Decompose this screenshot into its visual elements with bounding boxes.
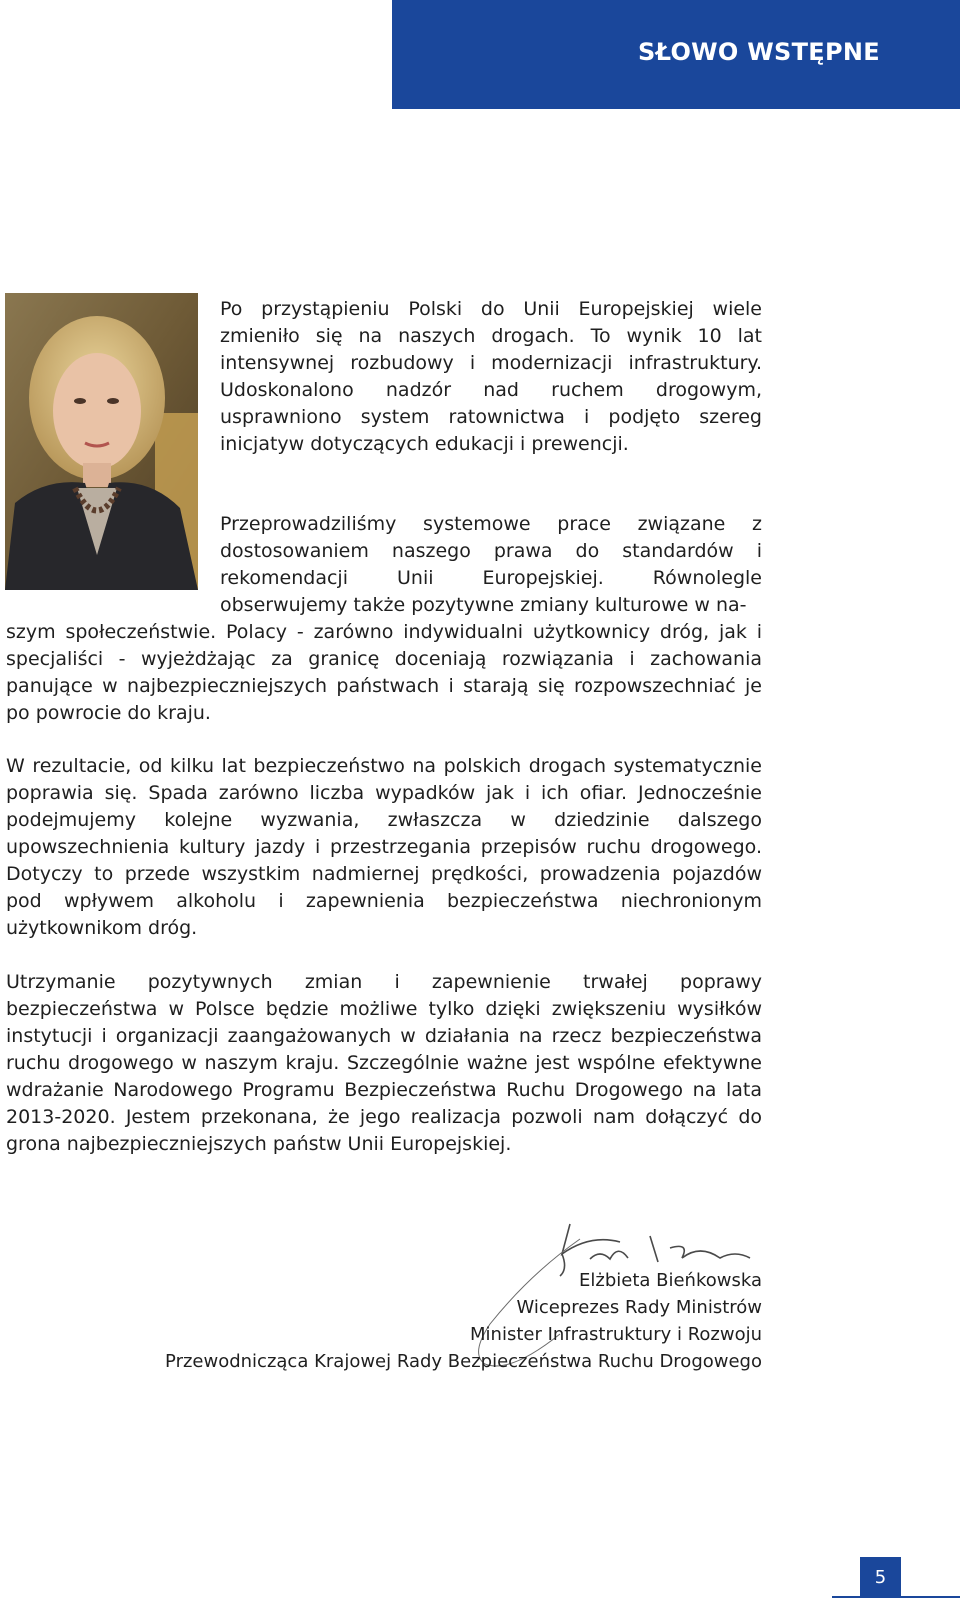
reform-paragraph-start: Przeprowadziliśmy systemowe prace związane z dostosowaniem naszego prawa do standardów i rekomendacji Unii Europejskiej. Równolegle obserwujemy także pozytywne zmiany kulturowe w na- xyxy=(220,513,762,616)
portrait-photo xyxy=(5,293,198,590)
signatory-role: Wiceprezes Rady Ministrów xyxy=(516,1297,762,1318)
signatory-role: Minister Infrastruktury i Rozwoju xyxy=(470,1324,762,1345)
page-number: 5 xyxy=(860,1557,901,1598)
page-title: SŁOWO WSTĘPNE xyxy=(638,38,880,66)
closing-paragraph: Utrzymanie pozytywnych zmian i zapewnienie trwałej poprawy bezpieczeństwa w Polsce będzie możliwe tylko dzięki zwiększeniu wysiłków instytucji i organizacji zaangażowanych w działania na rzecz bezpieczeństwa ruchu drogowego w naszym kraju. Szczególnie ważne jest wspólne efektywne wdrażanie Narodowego Programu Bezpieczeństwa Ruchu Drogowego na lata 2013-2020. Jestem przekonana, że jego realizacja pozwoli nam dołączyć do grona najbezpieczniejszych państw Unii Europejskiej. xyxy=(6,971,762,1155)
results-paragraph: W rezultacie, od kilku lat bezpieczeństwo na polskich drogach systematycznie poprawia się. Spada zarówno liczba wypadków jak i ich ofiar. Jednocześnie podejmujemy kolejne wyzwania, zwłaszcza w dziedzinie dalszego upowszechnienia kultury jazdy i przestrzegania przepisów ruchu drogowego. Dotyczy to przede wszystkim nadmiernej prędkości, prowadzenia pojazdów pod wpływem alkoholu i zapewnienia bezpieczeństwa niechronionym użytkownikom dróg. xyxy=(6,755,762,939)
intro-paragraph: Po przystąpieniu Polski do Unii Europejskiej wiele zmieniło się na naszych drogach. To wynik 10 lat intensywnej rozbudowy i modernizacji infrastruktury. Udoskonalono nadzór nad ruchem drogowym, usprawniono system ratownictwa i podjęto szereg inicjatyw dotyczących edukacji i prewencji. xyxy=(220,298,762,455)
signatory-role: Przewodnicząca Krajowej Rady Bezpieczeństwa Ruchu Drogowego xyxy=(165,1351,762,1372)
reform-paragraph-end: szym społeczeństwie. Polacy - zarówno indywidualni użytkownicy dróg, jak i specjaliści - wyjeżdżając za granicę doceniają rozwiązania i zachowania panujące w najbezpieczniejszych państwach i starają się rozpowszechniać je po powrocie do kraju. xyxy=(6,621,762,724)
signatory-name: Elżbieta Bieńkowska xyxy=(579,1270,762,1291)
